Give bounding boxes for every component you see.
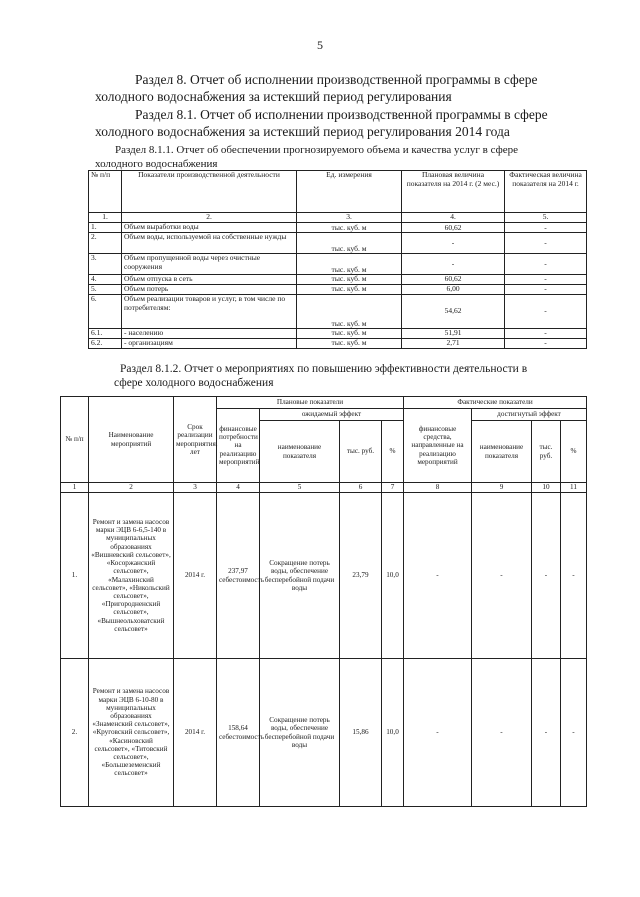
row-fact: - xyxy=(505,254,587,275)
row-unit: тыс. куб. м xyxy=(297,329,402,339)
row-indicator: Объем потерь xyxy=(122,285,297,295)
row-indicator: Объем пропущенной воды через очистные сооружения xyxy=(122,254,297,275)
col-header-pct: % xyxy=(382,421,404,483)
table-row xyxy=(89,254,587,275)
table-row xyxy=(89,295,587,329)
row-plan: 6,00 xyxy=(402,285,505,295)
row-term: 2014 г. xyxy=(174,659,217,807)
col-number: 3. xyxy=(297,213,402,223)
col-header-pct-fact: % xyxy=(561,421,587,483)
row-indicator: Объем воды, используемой на собственные нужды xyxy=(122,233,297,254)
col-header-thr: тыс. руб. xyxy=(340,421,382,483)
row-fact-fin: - xyxy=(404,493,472,659)
table-row xyxy=(89,285,587,295)
col-header-unit: Ед. измерения xyxy=(297,171,402,213)
row-number: 1. xyxy=(61,493,89,659)
row-fact-name: - xyxy=(472,493,532,659)
table-row xyxy=(61,493,587,659)
col-header-plan: Плановая величина показателя на 2014 г. (2 мес.) xyxy=(402,171,505,213)
row-fact: - xyxy=(505,223,587,233)
col-header-thr-fact: тыс. руб. xyxy=(532,421,561,483)
col-number: 1 xyxy=(61,483,89,493)
col-header-indicator: наименование показателя xyxy=(260,421,340,483)
row-fact-thr: - xyxy=(532,659,561,807)
col-header-term: Срок реализации мероприятия, лет xyxy=(174,397,217,483)
section-811-line-2: холодного водоснабжения xyxy=(95,158,218,170)
row-unit: тыс. куб. м xyxy=(297,339,402,349)
section-812-line-2: сфере холодного водоснабжения xyxy=(114,377,274,389)
section-8-heading xyxy=(95,71,575,105)
row-fact-fin: - xyxy=(404,659,472,807)
row-number: 6. xyxy=(89,295,122,329)
table-row xyxy=(89,329,587,339)
row-thr: 15,86 xyxy=(340,659,382,807)
row-unit: тыс. куб. м xyxy=(297,295,402,329)
row-fin: 237,97 себестоимость xyxy=(217,493,260,659)
efficiency-measures-table xyxy=(60,396,587,807)
row-fact: - xyxy=(505,329,587,339)
table-row xyxy=(89,233,587,254)
row-indicator: - населению xyxy=(122,329,297,339)
group-header-plan: Плановые показатели xyxy=(217,397,404,409)
col-number: 10 xyxy=(532,483,561,493)
col-number: 8 xyxy=(404,483,472,493)
col-number: 11 xyxy=(561,483,587,493)
section-8-line-2: холодного водоснабжения за истекший период регулирования xyxy=(95,89,452,104)
col-number: 7 xyxy=(382,483,404,493)
row-number: 2. xyxy=(89,233,122,254)
row-effect: Сокращение потерь воды, обеспечение бесперебойной подачи воды xyxy=(260,659,340,807)
row-fact-pct: - xyxy=(561,659,587,807)
row-fact: - xyxy=(505,275,587,285)
row-pct: 10,0 xyxy=(382,493,404,659)
row-indicator: Объем реализации товаров и услуг, в том числе по потребителям: xyxy=(122,295,297,329)
row-plan: 51,91 xyxy=(402,329,505,339)
col-header-fin-plan: финансовые потребности на реализацию мероприятий xyxy=(217,409,260,483)
column-numbering-row xyxy=(61,483,587,493)
row-unit: тыс. куб. м xyxy=(297,285,402,295)
section-81-heading xyxy=(95,106,575,140)
row-name: Ремонт и замена насосов марки ЭЦВ 6-6,5-140 в муниципальных образованиях «Вишневский сельсовет», «Косоржанский сельсовет», «Малахинский сельсовет», «Никольский сельсовет», «Пригородненский сельсовет», «Вышнеольховатский сельсовет» xyxy=(89,493,174,659)
section-81-line-1: Раздел 8.1. Отчет об исполнении производственной программы в сфере xyxy=(135,107,548,122)
section-812-line-1: Раздел 8.1.2. Отчет о мероприятиях по повышению эффективности деятельности в xyxy=(120,363,528,375)
group-header-expected: ожидаемый эффект xyxy=(260,409,404,421)
page-number: 5 xyxy=(317,38,323,52)
row-plan: 54,62 xyxy=(402,295,505,329)
row-fact: - xyxy=(505,295,587,329)
row-indicator: - организациям xyxy=(122,339,297,349)
row-name: Ремонт и замена насосов марки ЭЦВ 6-10-80 в муниципальных образованиях «Знаменский сельсовет», «Круговский сельсовет», «Касиновский сельсовет», «Титовский сельсовет», «Большеземенский сельсовет» xyxy=(89,659,174,807)
col-header-fact: Фактическая величина показателя на 2014 г. xyxy=(505,171,587,213)
row-plan: - xyxy=(402,254,505,275)
section-811-heading xyxy=(95,143,580,171)
row-term: 2014 г. xyxy=(174,493,217,659)
col-number: 4 xyxy=(217,483,260,493)
col-header-name: Наименование мероприятий xyxy=(89,397,174,483)
row-pct: 10,0 xyxy=(382,659,404,807)
row-number: 4. xyxy=(89,275,122,285)
col-header-fin-fact: финансовые средства, направленные на реализацию мероприятий xyxy=(404,409,472,483)
row-fin: 158,64 себестоимость xyxy=(217,659,260,807)
table-row xyxy=(61,659,587,807)
table-row xyxy=(89,223,587,233)
col-number: 2. xyxy=(122,213,297,223)
col-number: 5 xyxy=(260,483,340,493)
table-row xyxy=(89,339,587,349)
group-header-achieved: достигнутый эффект xyxy=(472,409,587,421)
row-fact-name: - xyxy=(472,659,532,807)
row-fact: - xyxy=(505,339,587,349)
table-row xyxy=(89,275,587,285)
row-number: 3. xyxy=(89,254,122,275)
col-number: 4. xyxy=(402,213,505,223)
col-number: 2 xyxy=(89,483,174,493)
row-plan: 2,71 xyxy=(402,339,505,349)
production-indicators-table xyxy=(88,170,587,349)
row-indicator: Объем отпуска в сеть xyxy=(122,275,297,285)
row-plan: - xyxy=(402,233,505,254)
row-fact: - xyxy=(505,233,587,254)
col-number: 9 xyxy=(472,483,532,493)
row-fact-pct: - xyxy=(561,493,587,659)
section-812-heading xyxy=(90,362,580,390)
col-header-number: № п/п xyxy=(61,397,89,483)
column-numbering-row xyxy=(89,213,587,223)
row-fact-thr: - xyxy=(532,493,561,659)
row-number: 6.1. xyxy=(89,329,122,339)
row-unit: тыс. куб. м xyxy=(297,254,402,275)
row-unit: тыс. куб. м xyxy=(297,233,402,254)
col-number: 3 xyxy=(174,483,217,493)
row-number: 1. xyxy=(89,223,122,233)
row-plan: 60,62 xyxy=(402,275,505,285)
col-header-number: № п/п xyxy=(89,171,122,213)
col-number: 5. xyxy=(505,213,587,223)
section-811-line-1: Раздел 8.1.1. Отчет об обеспечении прогнозируемого объема и качества услуг в сфере xyxy=(115,144,519,156)
row-number: 6.2. xyxy=(89,339,122,349)
col-header-indicator: Показатели производственной деятельности xyxy=(122,171,297,213)
section-81-line-2: холодного водоснабжения за истекший период регулирования 2014 года xyxy=(95,124,510,139)
col-header-indicator-fact: наименование показателя xyxy=(472,421,532,483)
row-unit: тыс. куб. м xyxy=(297,223,402,233)
row-plan: 60,62 xyxy=(402,223,505,233)
row-number: 5. xyxy=(89,285,122,295)
row-unit: тыс. куб. м xyxy=(297,275,402,285)
col-number: 1. xyxy=(89,213,122,223)
col-number: 6 xyxy=(340,483,382,493)
row-effect: Сокращение потерь воды, обеспечение бесперебойной подачи воды xyxy=(260,493,340,659)
group-header-fact: Фактические показатели xyxy=(404,397,587,409)
section-8-line-1: Раздел 8. Отчет об исполнении производственной программы в сфере xyxy=(135,72,538,87)
row-thr: 23,79 xyxy=(340,493,382,659)
row-indicator: Объем выработки воды xyxy=(122,223,297,233)
table-header-row xyxy=(89,171,587,213)
row-number: 2. xyxy=(61,659,89,807)
row-fact: - xyxy=(505,285,587,295)
